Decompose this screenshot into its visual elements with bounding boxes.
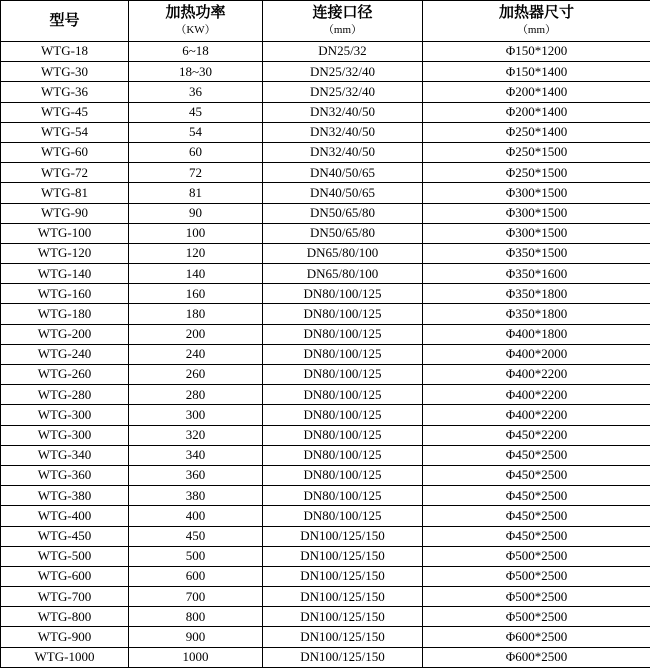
table-cell: 300 [129, 405, 263, 425]
table-cell: WTG-36 [1, 82, 129, 102]
table-cell: Φ200*1400 [423, 82, 650, 102]
table-cell: DN32/40/50 [263, 102, 423, 122]
table-row [1, 465, 650, 485]
table-cell: WTG-200 [1, 324, 129, 344]
table-cell: 72 [129, 163, 263, 183]
table-cell: Φ250*1500 [423, 163, 650, 183]
table-cell: WTG-800 [1, 607, 129, 627]
table-cell: WTG-450 [1, 526, 129, 546]
table-row [1, 365, 650, 385]
table-cell: WTG-90 [1, 203, 129, 223]
table-cell: WTG-260 [1, 365, 129, 385]
table-cell: WTG-18 [1, 42, 129, 62]
table-cell: Φ400*2000 [423, 344, 650, 364]
table-cell: Φ500*2500 [423, 546, 650, 566]
table-row [1, 203, 650, 223]
table-cell: DN65/80/100 [263, 243, 423, 263]
table-cell: DN100/125/150 [263, 587, 423, 607]
table-cell: 1000 [129, 647, 263, 667]
table-cell: 800 [129, 607, 263, 627]
table-row [1, 102, 650, 122]
table-cell: 18~30 [129, 62, 263, 82]
table-row [1, 385, 650, 405]
table-cell: WTG-45 [1, 102, 129, 122]
table-cell: 320 [129, 425, 263, 445]
table-row [1, 243, 650, 263]
table-cell: DN80/100/125 [263, 385, 423, 405]
table-cell: WTG-300 [1, 405, 129, 425]
table-cell: Φ400*1800 [423, 324, 650, 344]
table-row [1, 486, 650, 506]
table-cell: Φ600*2500 [423, 647, 650, 667]
table-cell: Φ300*1500 [423, 183, 650, 203]
table-row [1, 122, 650, 142]
table-cell: DN80/100/125 [263, 445, 423, 465]
table-cell: 500 [129, 546, 263, 566]
table-cell: 180 [129, 304, 263, 324]
column-header-unit: （mm） [263, 24, 422, 38]
table-body [1, 42, 650, 668]
table-cell: 45 [129, 102, 263, 122]
table-cell: 340 [129, 445, 263, 465]
table-cell: DN25/32 [263, 42, 423, 62]
table-row [1, 163, 650, 183]
table-cell: WTG-120 [1, 243, 129, 263]
table-row [1, 142, 650, 162]
table-row [1, 445, 650, 465]
column-header-0 [1, 1, 129, 42]
table-cell: WTG-240 [1, 344, 129, 364]
table-cell: 36 [129, 82, 263, 102]
table-cell: Φ450*2500 [423, 486, 650, 506]
table-cell: Φ500*2500 [423, 566, 650, 586]
table-cell: WTG-1000 [1, 647, 129, 667]
table-cell: 54 [129, 122, 263, 142]
table-cell: DN40/50/65 [263, 163, 423, 183]
table-row [1, 42, 650, 62]
table-row [1, 566, 650, 586]
table-cell: WTG-81 [1, 183, 129, 203]
table-cell: WTG-60 [1, 142, 129, 162]
table-cell: Φ350*1600 [423, 264, 650, 284]
table-cell: Φ400*2200 [423, 365, 650, 385]
table-cell: DN32/40/50 [263, 122, 423, 142]
table-cell: DN80/100/125 [263, 324, 423, 344]
table-cell: WTG-400 [1, 506, 129, 526]
table-cell: Φ450*2500 [423, 465, 650, 485]
table-cell: Φ350*1800 [423, 304, 650, 324]
table-cell: WTG-900 [1, 627, 129, 647]
table-cell: WTG-30 [1, 62, 129, 82]
table-cell: Φ450*2500 [423, 506, 650, 526]
table-cell: WTG-180 [1, 304, 129, 324]
table-cell: Φ450*2500 [423, 526, 650, 546]
table-cell: Φ200*1400 [423, 102, 650, 122]
table-cell: 400 [129, 506, 263, 526]
table-cell: WTG-100 [1, 223, 129, 243]
table-cell: DN50/65/80 [263, 203, 423, 223]
table-cell: 140 [129, 264, 263, 284]
table-cell: DN80/100/125 [263, 405, 423, 425]
table-cell: DN80/100/125 [263, 304, 423, 324]
table-cell: 90 [129, 203, 263, 223]
table-cell: Φ600*2500 [423, 627, 650, 647]
table-row [1, 647, 650, 667]
table-cell: WTG-340 [1, 445, 129, 465]
table-row [1, 304, 650, 324]
table-cell: 380 [129, 486, 263, 506]
table-row [1, 506, 650, 526]
table-cell: Φ350*1500 [423, 243, 650, 263]
table-cell: DN80/100/125 [263, 365, 423, 385]
table-cell: Φ500*2500 [423, 587, 650, 607]
table-cell: 450 [129, 526, 263, 546]
table-cell: WTG-280 [1, 385, 129, 405]
table-header [1, 1, 650, 42]
table-cell: WTG-700 [1, 587, 129, 607]
table-row [1, 82, 650, 102]
table-cell: 260 [129, 365, 263, 385]
table-cell: WTG-500 [1, 546, 129, 566]
table-cell: Φ400*2200 [423, 405, 650, 425]
table-row [1, 425, 650, 445]
table-cell: DN80/100/125 [263, 465, 423, 485]
table-cell: DN80/100/125 [263, 344, 423, 364]
table-cell: DN100/125/150 [263, 627, 423, 647]
table-cell: DN80/100/125 [263, 425, 423, 445]
table-cell: DN50/65/80 [263, 223, 423, 243]
table-cell: DN100/125/150 [263, 566, 423, 586]
column-header-1 [129, 1, 263, 42]
table-row [1, 526, 650, 546]
table-cell: DN25/32/40 [263, 82, 423, 102]
header-row [1, 1, 650, 42]
table-row [1, 546, 650, 566]
table-cell: DN80/100/125 [263, 506, 423, 526]
table-cell: Φ350*1800 [423, 284, 650, 304]
table-cell: 900 [129, 627, 263, 647]
table-cell: WTG-300 [1, 425, 129, 445]
table-cell: WTG-380 [1, 486, 129, 506]
table-row [1, 284, 650, 304]
table-cell: WTG-360 [1, 465, 129, 485]
table-cell: 200 [129, 324, 263, 344]
table-row [1, 183, 650, 203]
table-cell: DN100/125/150 [263, 546, 423, 566]
table-cell: DN25/32/40 [263, 62, 423, 82]
column-header-2 [263, 1, 423, 42]
table-cell: WTG-140 [1, 264, 129, 284]
table-cell: Φ450*2200 [423, 425, 650, 445]
table-cell: Φ300*1500 [423, 223, 650, 243]
table-cell: WTG-600 [1, 566, 129, 586]
table-cell: 81 [129, 183, 263, 203]
table-cell: DN65/80/100 [263, 264, 423, 284]
table-cell: Φ500*2500 [423, 607, 650, 627]
table-row [1, 264, 650, 284]
table-cell: Φ400*2200 [423, 385, 650, 405]
column-header-title: 型号 [1, 12, 128, 31]
table-cell: DN100/125/150 [263, 647, 423, 667]
table-cell: 60 [129, 142, 263, 162]
table-row [1, 587, 650, 607]
table-cell: WTG-160 [1, 284, 129, 304]
table-cell: WTG-72 [1, 163, 129, 183]
table-cell: 120 [129, 243, 263, 263]
table-cell: Φ450*2500 [423, 445, 650, 465]
table-cell: 240 [129, 344, 263, 364]
table-cell: Φ150*1200 [423, 42, 650, 62]
table-cell: DN80/100/125 [263, 486, 423, 506]
column-header-unit: （mm） [423, 24, 650, 38]
table-cell: Φ250*1500 [423, 142, 650, 162]
table-cell: 600 [129, 566, 263, 586]
column-header-title: 加热功率 [129, 4, 262, 23]
table-cell: 280 [129, 385, 263, 405]
table-cell: 6~18 [129, 42, 263, 62]
table-cell: WTG-54 [1, 122, 129, 142]
column-header-unit: （KW） [129, 24, 262, 38]
table-row [1, 223, 650, 243]
table-cell: 700 [129, 587, 263, 607]
table-cell: Φ150*1400 [423, 62, 650, 82]
column-header-3 [423, 1, 650, 42]
table-cell: 360 [129, 465, 263, 485]
table-cell: DN100/125/150 [263, 607, 423, 627]
table-row [1, 607, 650, 627]
table-cell: DN32/40/50 [263, 142, 423, 162]
table-row [1, 344, 650, 364]
table-cell: DN100/125/150 [263, 526, 423, 546]
table-cell: 100 [129, 223, 263, 243]
table-cell: Φ250*1400 [423, 122, 650, 142]
table-row [1, 324, 650, 344]
table-row [1, 405, 650, 425]
column-header-title: 连接口径 [263, 4, 422, 23]
table-cell: 160 [129, 284, 263, 304]
column-header-title: 加热器尺寸 [423, 4, 650, 23]
table-cell: DN40/50/65 [263, 183, 423, 203]
table-cell: Φ300*1500 [423, 203, 650, 223]
table-cell: DN80/100/125 [263, 284, 423, 304]
table-row [1, 62, 650, 82]
